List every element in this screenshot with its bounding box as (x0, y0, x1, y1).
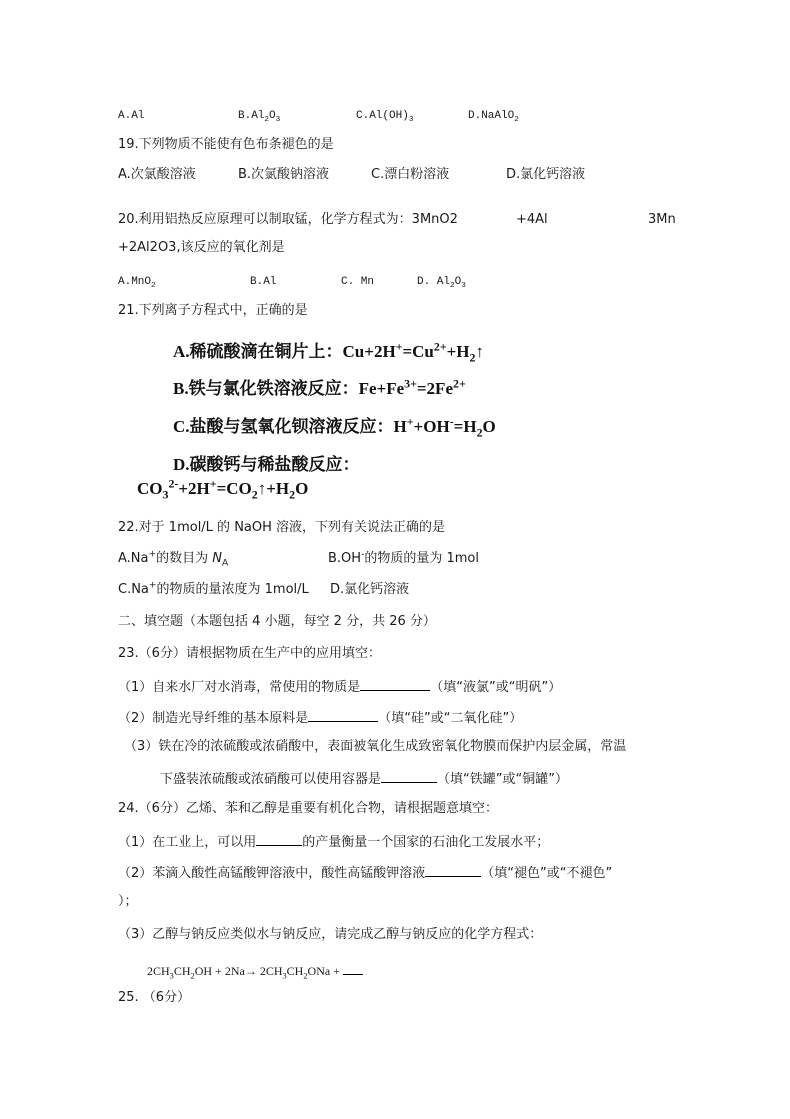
q24-equation: $2CH_3CH_2OH + 2Na\to 2CH_3CH_2ONa$ + (147, 960, 363, 980)
q23-part3-line1: （3）铁在冷的浓硫酸或浓硝酸中，表面被氧化生成致密氧化物膜而保护内层金属，常温 (124, 739, 627, 754)
q19-options (118, 166, 678, 184)
q23-part2-blank[interactable] (308, 707, 378, 722)
q19-option-c: C.漂白粉溶液 (371, 167, 450, 182)
q18-option-d: D.NaAlO$_2$ (468, 110, 519, 125)
q20-option-c: C. Mn (341, 276, 375, 288)
q23-part3-line2: 下盛装浓硫酸或浓硝酸可以使用容器是 （填“铁罐”或“铜罐”） (160, 768, 568, 789)
q23-part2: （2）制造光导纤维的基本原料是 （填“硅”或“二氧化硅”） (118, 707, 522, 728)
q22-option-d: D.氯化钙溶液 (330, 582, 410, 597)
q19-stem: 19.下列物质不能使有色布条褪色的是 (118, 137, 334, 152)
q21-option-a: A.稀硫酸滴在铜片上：$Cu+2H^+=Cu^{2+}+H_2↑$ (173, 339, 484, 365)
q23-part3-blank[interactable] (381, 768, 437, 783)
q21-option-c: C.盐酸与氢氧化钡溶液反应：$H^++OH^-=H_2O$ (173, 414, 496, 440)
q20-stem-line2: +2Al2O3,该反应的氧化剂是 (118, 240, 285, 255)
q18-option-b: $B.Al_2O_3$ (238, 110, 281, 125)
q19-option-b: B.次氯酸钠溶液 (238, 167, 330, 182)
q25-stem: 25. （6分） (118, 990, 191, 1005)
q20-stem-part1: 20.利用铝热反应原理可以制取锰，化学方程式为：3MnO2 (118, 212, 458, 227)
q24-part2-cont: ）； (118, 894, 138, 909)
q19-option-a: A.次氯酸溶液 (118, 167, 196, 182)
q23-stem: 23.（6分）请根据物质在生产中的应用填空： (118, 646, 381, 661)
q19-option-d: D.氯化钙溶液 (506, 167, 586, 182)
q24-part1-blank[interactable] (256, 831, 302, 846)
q21-stem: 21.下列离子方程式中，正确的是 (118, 303, 308, 318)
q24-part3: （3）乙醇与钠反应类似水与钠反应，请完成乙醇与钠反应的化学方程式： (118, 927, 543, 942)
q23-part1-blank[interactable] (360, 676, 430, 691)
q21-option-b: B.铁与氯化铁溶液反应：$Fe+Fe^{3+}=2Fe^{2+}$ (173, 376, 466, 398)
q22-stem: 22.对于 1mol/L 的 NaOH 溶液，下列有关说法正确的是 (118, 520, 446, 535)
q20-option-d: D. $Al_2O_3$ (417, 276, 466, 291)
q22-option-a: A.Na+的数目为 $N_A$ (118, 549, 229, 569)
q20-stem-part2: +4Al (516, 212, 548, 227)
q22-options-row1 (118, 550, 678, 568)
section-heading: 二、填空题（本题包括 4 小题，每空 2 分，共 26 分） (118, 614, 436, 629)
q20-options (118, 273, 678, 291)
q24-part1: （1）在工业上，可以用 的产量衡量一个国家的石油化工发展水平； (118, 831, 549, 852)
q23-part1: （1）自来水厂对水消毒，常使用的物质是 （填“液氯”或“明矾”） (118, 676, 561, 697)
q20-option-a: A.MnO$_2$ (118, 276, 156, 291)
q20-option-b: B.Al (250, 276, 277, 288)
q18-option-c: $C.Al(OH)_3$ (356, 110, 414, 125)
q24-part2-blank[interactable] (425, 862, 481, 877)
q20-stem-part3: 3Mn (648, 212, 676, 227)
q21-option-d: D.碳酸钙与稀盐酸反应： (173, 455, 360, 474)
q24-part2: （2）苯滴入酸性高锰酸钾溶液中，酸性高锰酸钾溶液 （填“褪色”或“不褪色” (118, 862, 612, 883)
q24-stem: 24.（6分）乙烯、苯和乙醇是重要有机化合物，请根据题意填空： (118, 801, 498, 816)
arrow-icon: → (244, 964, 257, 978)
q21-option-d-equation: $CO_3^{2-}+2H^+=CO_2↑+H_2O$ (137, 476, 309, 502)
q18-option-a: A.Al (118, 110, 145, 122)
q24-equation-blank[interactable] (343, 960, 363, 975)
q22-option-b: B.OH-的物质的量为 1mol (328, 549, 479, 566)
q22-options-row2 (118, 581, 678, 599)
q22-option-c: C.Na+的物质的量浓度为 1mol/L (118, 580, 309, 597)
q20-stem-line1 (118, 211, 678, 229)
